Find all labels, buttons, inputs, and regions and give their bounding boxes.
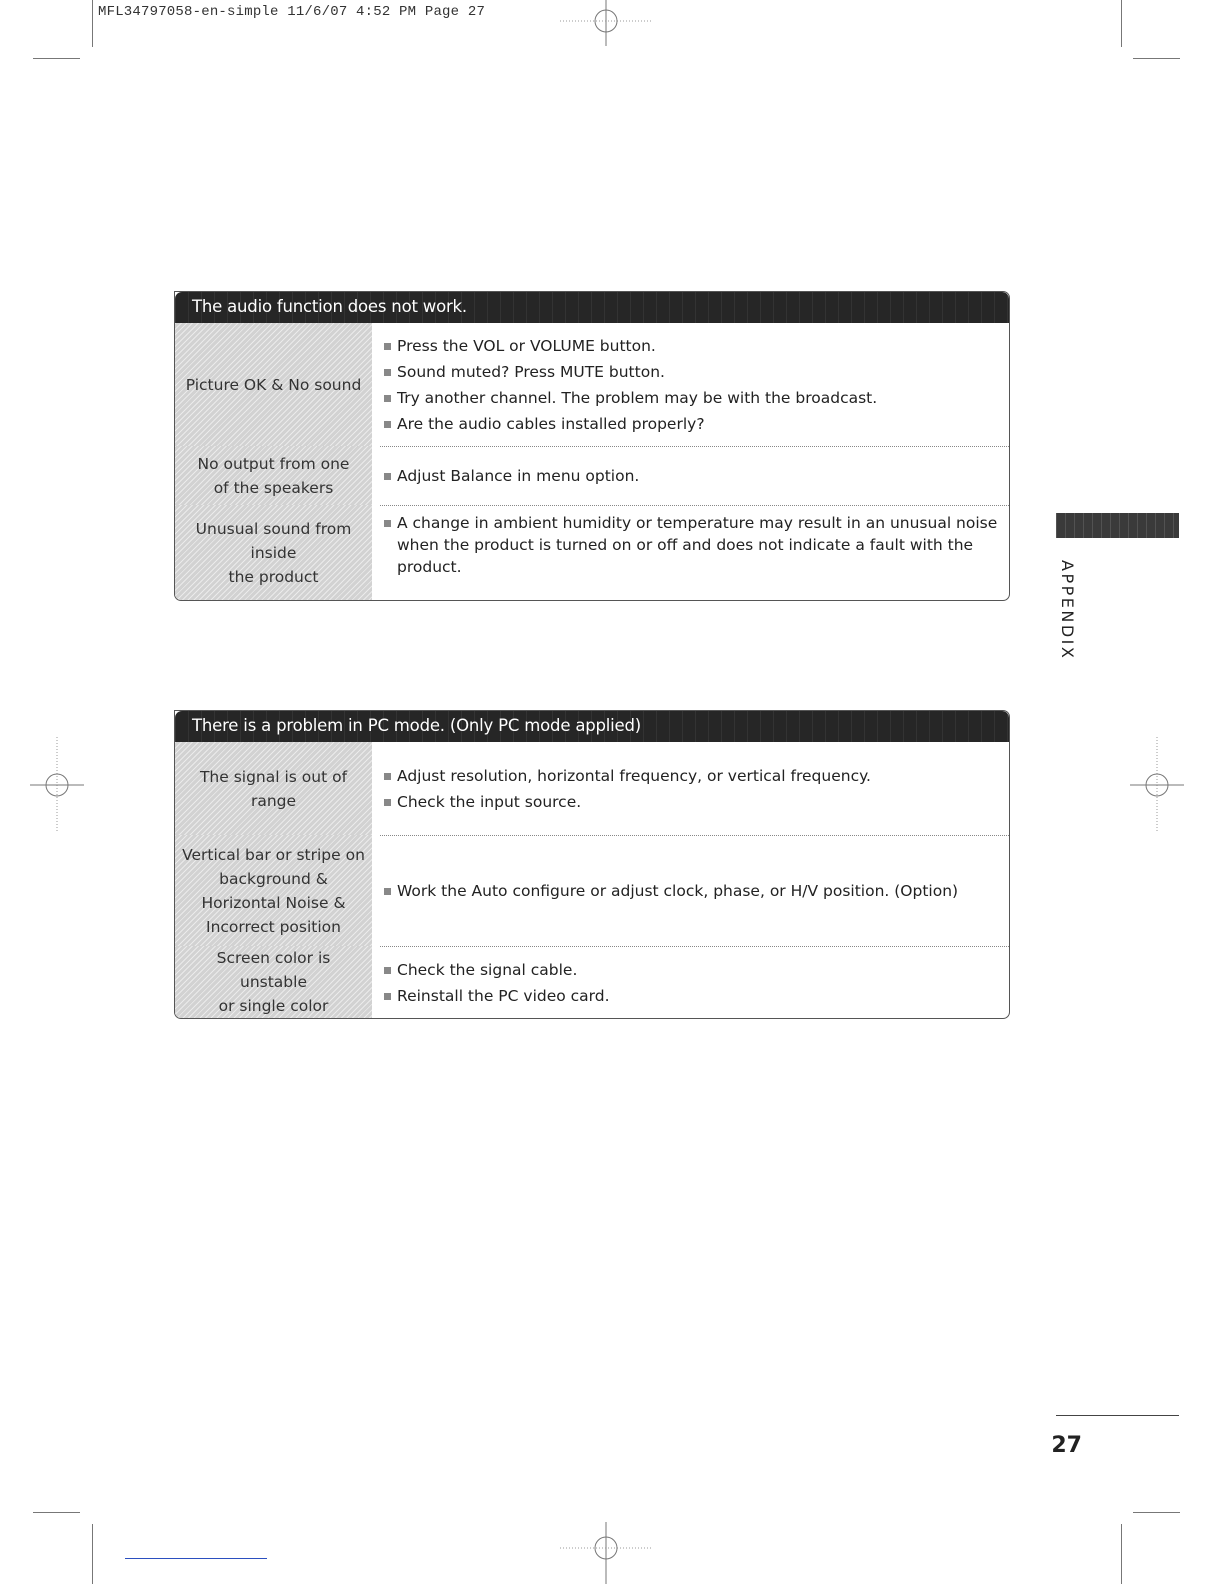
list-item: Check the signal cable. [384, 959, 999, 981]
square-bullet-icon [384, 993, 391, 1000]
square-bullet-icon [384, 888, 391, 895]
troubleshooting-table-audio [174, 291, 1010, 601]
row-solution [372, 742, 1009, 835]
list-item: Reinstall the PC video card. [384, 985, 999, 1007]
square-bullet-icon [384, 520, 391, 527]
square-bullet-icon [384, 343, 391, 350]
registration-mark-icon [30, 737, 84, 833]
square-bullet-icon [384, 421, 391, 428]
crop-mark [1133, 58, 1180, 59]
list-item: A change in ambient humidity or temperature may result in an unusual noise when the product is turned on or off and does not indicate a fault with the product. [384, 512, 999, 578]
table-row [175, 946, 1009, 1018]
row-solution [380, 946, 1009, 1018]
list-item: Try another channel. The problem may be with the broadcast. [384, 387, 999, 409]
footer-divider [1056, 1415, 1179, 1416]
table-row [175, 446, 1009, 505]
row-solution [380, 446, 1009, 505]
crop-mark [1121, 0, 1122, 47]
registration-mark-icon [1130, 737, 1184, 833]
troubleshooting-table-pc-mode [174, 710, 1010, 1019]
print-slug: MFL34797058-en-simple 11/6/07 4:52 PM Page 27 [98, 4, 486, 20]
square-bullet-icon [384, 967, 391, 974]
row-symptom: Picture OK & No sound [175, 323, 372, 446]
row-symptom: The signal is out of range [175, 742, 372, 835]
section-tab-label: APPENDIX [1058, 560, 1077, 661]
crop-mark [1121, 1524, 1122, 1584]
square-bullet-icon [384, 773, 391, 780]
table-row [175, 742, 1009, 835]
table-row [175, 323, 1009, 446]
crop-mark [92, 0, 93, 47]
list-item: Are the audio cables installed properly? [384, 413, 999, 435]
list-item: Work the Auto configure or adjust clock, phase, or H/V position. (Option) [384, 880, 999, 902]
table-title: The audio function does not work. [175, 292, 1009, 323]
page-number: 27 [1051, 1433, 1082, 1458]
list-item: Adjust Balance in menu option. [384, 465, 999, 487]
section-tab-bar [1056, 513, 1179, 538]
table-title: There is a problem in PC mode. (Only PC mode applied) [175, 711, 1009, 742]
crop-mark [1133, 1512, 1180, 1513]
row-symptom: No output from one of the speakers [175, 446, 372, 505]
table-row [175, 505, 1009, 600]
registration-mark-icon [556, 1522, 656, 1584]
row-solution [380, 835, 1009, 946]
list-item: Press the VOL or VOLUME button. [384, 335, 999, 357]
crop-mark [92, 1524, 93, 1584]
square-bullet-icon [384, 395, 391, 402]
row-solution [380, 505, 1009, 600]
list-item: Adjust resolution, horizontal frequency, or vertical frequency. [384, 765, 999, 787]
registration-mark-icon [556, 0, 656, 48]
row-solution [372, 323, 1009, 446]
row-symptom: Vertical bar or stripe on background & Horizontal Noise & Incorrect position [175, 835, 372, 946]
crop-mark [33, 58, 80, 59]
row-symptom: Screen color is unstable or single color [175, 946, 372, 1018]
square-bullet-icon [384, 473, 391, 480]
square-bullet-icon [384, 369, 391, 376]
list-item: Check the input source. [384, 791, 999, 813]
square-bullet-icon [384, 799, 391, 806]
table-row [175, 835, 1009, 946]
crop-mark [33, 1512, 80, 1513]
row-symptom: Unusual sound from inside the product [175, 505, 372, 600]
bottom-blue-rule [125, 1558, 267, 1559]
list-item: Sound muted? Press MUTE button. [384, 361, 999, 383]
